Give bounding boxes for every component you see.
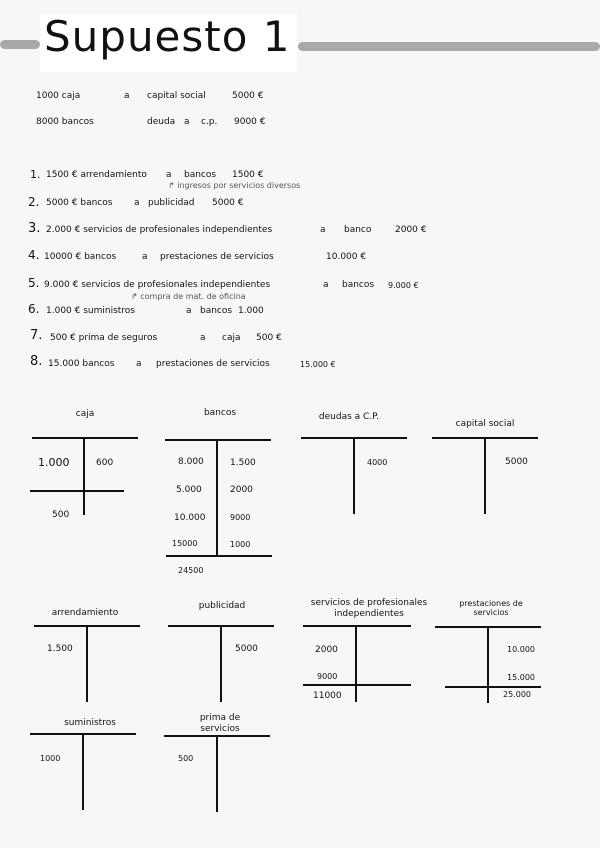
tx-text: 15.000 bancos xyxy=(48,359,115,369)
opening-a-1: a xyxy=(124,91,130,101)
tx-num: 4. xyxy=(28,248,40,262)
opening-credit-2: deuda xyxy=(147,117,176,127)
tx-note: ↱ ingresos por servicios diversos xyxy=(168,181,301,190)
title-bar-right xyxy=(298,42,600,51)
credit-entry: 15.000 xyxy=(507,673,535,682)
debit-entry: 1.000 xyxy=(38,456,70,469)
tx-amount: 1.000 xyxy=(238,306,264,316)
credit-entry: 1000 xyxy=(230,540,251,549)
tx-amount: 2000 € xyxy=(395,225,427,235)
opening-debit-1: 1000 caja xyxy=(36,91,81,101)
tx-text: 9.000 € servicios de profesionales independientes xyxy=(44,280,271,290)
credit-entry: 5000 xyxy=(235,644,258,654)
account-label: deudas a C.P. xyxy=(318,412,380,422)
tx-rest: caja xyxy=(222,333,241,343)
tx-a: a xyxy=(136,359,142,369)
tx-a: a xyxy=(200,333,206,343)
tx-text: 5000 € bancos xyxy=(46,198,113,208)
balance: 500 xyxy=(52,510,70,520)
tx-num: 8. xyxy=(30,354,43,369)
tx-num: 7. xyxy=(30,328,43,343)
opening-credit-2b: c.p. xyxy=(201,117,218,127)
tx-note: ↱ compra de mat. de oficina xyxy=(131,292,246,301)
total: 25.000 xyxy=(503,690,531,699)
tx-num: 5. xyxy=(28,276,40,290)
account-label: prestaciones de servicios xyxy=(459,599,523,617)
debit-entry: 2000 xyxy=(315,645,338,655)
credit-entry: 1.500 xyxy=(230,458,256,468)
tx-a: a xyxy=(323,280,329,290)
debit-entry: 1.500 xyxy=(47,644,73,654)
tx-num: 3. xyxy=(28,221,41,236)
debit-entry: 5.000 xyxy=(176,485,202,495)
credit-entry: 5000 xyxy=(505,457,528,467)
balance: 24500 xyxy=(178,566,204,575)
tx-rest: bancos xyxy=(200,306,233,316)
tx-a: a xyxy=(320,225,326,235)
account-label: servicios de profesionales independientes xyxy=(310,598,428,619)
tx-a: a xyxy=(186,306,192,316)
account-label: caja xyxy=(75,409,95,419)
tx-amount: 500 € xyxy=(256,333,282,343)
tx-amount: 5000 € xyxy=(212,198,244,208)
tx-num: 1. xyxy=(30,168,41,181)
page-title: Supuesto 1 xyxy=(44,12,291,61)
credit-entry: 2000 xyxy=(230,485,253,495)
tx-amount: 15.000 € xyxy=(300,360,336,369)
opening-debit-2: 8000 bancos xyxy=(36,117,94,127)
tx-amount: 9.000 € xyxy=(388,281,419,290)
debit-entry: 10.000 xyxy=(174,513,206,523)
tx-text: 1500 € arrendamiento xyxy=(46,170,147,180)
debit-entry: 500 xyxy=(178,754,194,763)
tx-text: 2.000 € servicios de profesionales independientes xyxy=(46,225,273,235)
tx-rest: banco xyxy=(344,225,372,235)
tx-rest: prestaciones de servicios xyxy=(160,252,274,262)
account-label: prima de servicios xyxy=(199,713,241,734)
account-label: suministros xyxy=(64,718,116,728)
account-label: publicidad xyxy=(198,601,246,611)
opening-a-2: a xyxy=(184,117,190,127)
opening-credit-1: capital social xyxy=(147,91,206,101)
credit-entry: 4000 xyxy=(367,458,388,467)
debit-entry: 15000 xyxy=(172,539,198,548)
title-bar-left xyxy=(0,40,40,49)
tx-rest: prestaciones de servicios xyxy=(156,359,270,369)
debit-entry: 9000 xyxy=(317,672,338,681)
tx-text: 500 € prima de seguros xyxy=(50,333,158,343)
tx-rest: bancos xyxy=(184,170,217,180)
tx-amount: 1500 € xyxy=(232,170,264,180)
opening-amount-1: 5000 € xyxy=(232,91,264,101)
opening-amount-2: 9000 € xyxy=(234,117,266,127)
debit-entry: 1000 xyxy=(40,754,61,763)
credit-entry: 9000 xyxy=(230,513,251,522)
tx-a: a xyxy=(134,198,140,208)
tx-num: 6. xyxy=(28,302,40,316)
tx-rest: publicidad xyxy=(148,198,195,208)
debit-entry: 8.000 xyxy=(178,457,204,467)
total: 11000 xyxy=(313,691,342,701)
account-label: bancos xyxy=(203,408,237,418)
account-label: capital social xyxy=(455,419,515,429)
tx-num: 2. xyxy=(28,195,40,209)
tx-text: 10000 € bancos xyxy=(44,252,117,262)
tx-a: a xyxy=(142,252,148,262)
tx-a: a xyxy=(166,170,172,180)
tx-text: 1.000 € suministros xyxy=(46,306,135,316)
credit-entry: 600 xyxy=(96,458,114,468)
credit-entry: 10.000 xyxy=(507,645,535,654)
account-label: arrendamiento xyxy=(51,608,119,618)
tx-amount: 10.000 € xyxy=(326,252,367,262)
tx-rest: bancos xyxy=(342,280,375,290)
